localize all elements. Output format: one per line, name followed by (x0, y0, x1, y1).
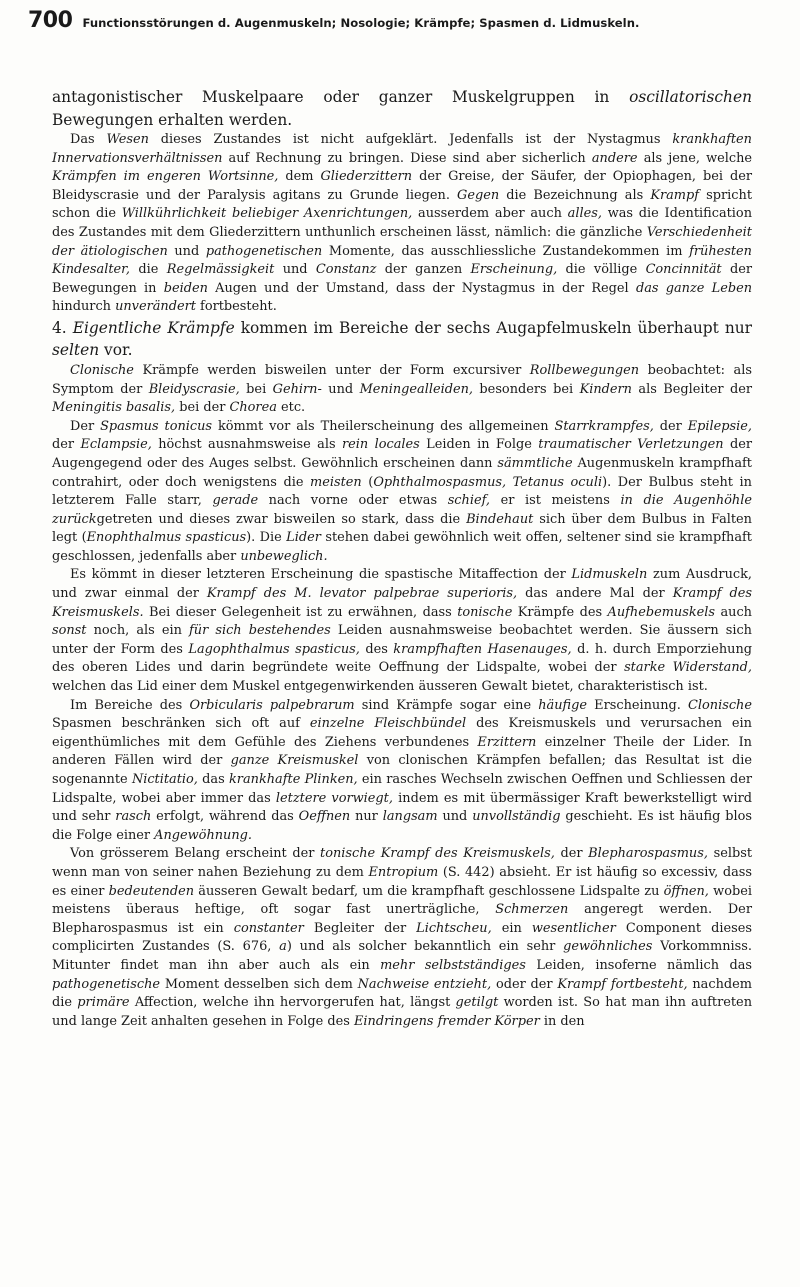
italic-run: Krampf (650, 187, 700, 203)
italic-run: sonst (52, 623, 87, 639)
italic-run: gerade (212, 493, 259, 509)
text-run: zum Ausdruck, und zwar einmal der (52, 567, 752, 602)
text-run: geschieht. Es ist häufig blos die Folge einer (52, 809, 752, 843)
italic-run: Willkührlichkeit beliebiger Axenrichtungen, (121, 206, 413, 222)
italic-run: Clonische (688, 697, 752, 713)
italic-run: Gehirn- (272, 381, 322, 397)
text-run: beobachtet: als Symptom der (52, 362, 752, 397)
text-run: Augenmuskeln krampfhaft contrahirt, oder doch wenigstens die (52, 455, 752, 490)
text-run: sich über dem Bulbus in Falten legt ( (52, 511, 752, 546)
italic-run: getilgt (455, 995, 499, 1011)
text-run: dieses Zustandes ist nicht aufgeklärt. Jedenfalls ist der Nystagmus (148, 132, 673, 147)
text-run: 4. (52, 318, 73, 337)
italic-run: Nachweise entzieht, (357, 976, 492, 992)
italic-run: Lagophthalmus spasticus, (188, 641, 360, 657)
paragraph-spasmus-tonicus (52, 418, 752, 567)
italic-run: Krampf des M. levator palpebrae superioris, (206, 586, 518, 602)
text-run: der (554, 846, 589, 862)
text-run: Leiden in Folge (419, 437, 539, 453)
italic-run: rein locales (342, 437, 420, 453)
italic-run: starke Widerstand, (624, 660, 752, 676)
italic-run: Ophthalmospasmus, Tetanus oculi (373, 474, 603, 490)
text-run: ausserdem aber auch (412, 206, 568, 222)
text-run: der (52, 437, 81, 453)
italic-run: für sich bestehendes (189, 623, 331, 639)
italic-run: Meningitis basalis, (52, 400, 176, 416)
text-run: worden ist. So hat man ihn auftreten und lange Zeit anhalten gesehen in Folge des (52, 995, 752, 1029)
italic-run: Concinnität (645, 262, 722, 278)
text-run: Bewegungen erhalten werden. (52, 110, 293, 129)
text-run: welchen das Lid einer dem Muskel entgegenwirkenden äusseren Gewalt bietet, charakteristisch ist. (52, 679, 708, 695)
text-run: selbst wenn man von seiner nahen Beziehung zu dem (52, 846, 752, 880)
text-run: und (437, 809, 473, 825)
text-run: hindurch (52, 299, 116, 315)
italic-run: meisten (310, 474, 362, 490)
text-run: kommen im Bereiche der sechs Augapfelmuskeln überhaupt nur (234, 318, 753, 337)
text-run: noch, als ein (86, 623, 190, 639)
italic-run: mehr selbstständiges (380, 957, 526, 973)
text-run: des (359, 641, 394, 657)
text-run: angeregt werden. Der Blepharospasmus ist ein (52, 902, 752, 936)
italic-run: Clonische (70, 362, 134, 378)
text-run: fortbesteht. (195, 299, 277, 315)
italic-run: Enophthalmus spasticus (86, 530, 247, 546)
italic-run: Kindern (579, 381, 632, 397)
text-run: Affection, welche ihn hervorgerufen hat, längst (129, 995, 456, 1011)
italic-run: unvollständig (472, 809, 561, 825)
italic-run: traumatischer Verletzungen (538, 437, 724, 453)
italic-run: Krämpfen im engeren Wortsinne, (52, 169, 279, 185)
text-run: auf Rechnung zu bringen. Diese sind aber sicherlich (222, 150, 592, 166)
text-run: einzelner Theile der Lider. In anderen Fällen wird der (52, 734, 752, 769)
text-run: spricht schon die (52, 187, 752, 222)
italic-run: alles, (567, 206, 602, 222)
text-run: stehen dabei gewöhnlich weit offen, seltener sind sie krampfhaft geschlossen, jedenfalls aber (52, 530, 752, 564)
text-run: Component dieses complicirten Zustandes (S. 676, (52, 920, 752, 955)
text-run: ein rasches Wechseln zwischen Oeffnen und Schliessen der Lidspalte, wobei aber immer das (52, 772, 752, 806)
italic-run: ganze Kreismuskel (230, 753, 359, 769)
text-run: von clonischen Krämpfen befallen; das Resultat ist die sogenannte (52, 753, 752, 787)
italic-run: Eclampsie, (80, 437, 152, 453)
text-run: ein (491, 920, 532, 936)
text-run: äusseren Gewalt bedarf, um die krampfhaft geschlossene Lidspalte zu (194, 883, 664, 899)
text-run: das andere Mal der (517, 586, 673, 602)
italic-run: Entropium (368, 864, 439, 880)
italic-run: Angewöhnung. (154, 827, 253, 843)
text-run: antagonistischer Muskelpaare oder ganzer Muskelgruppen in (52, 88, 630, 106)
text-run: der Augengegend oder des Auges selbst. Gewöhnlich erscheinen dann (52, 437, 753, 471)
text-run: auch (715, 604, 752, 620)
text-run: wobei meistens überaus heftige, oft sogar fast unerträgliche, (52, 883, 752, 918)
text-run: oder der (491, 976, 558, 992)
text-run: Augen und der Umstand, dass der Nystagmus in der Regel (207, 280, 636, 296)
text-run: der Greise, der Säufer, der Opiophagen, bei der Bleidyscrasie und der Paralysis agitans zu Grunde liegen. (52, 169, 752, 203)
italic-run: Aufhebemuskels (607, 604, 716, 620)
italic-run: Erzittern (477, 734, 537, 750)
text-run: indem es mit übermässiger Kraft bewerkstelligt wird und sehr (52, 790, 752, 825)
italic-run: Chorea (229, 400, 277, 416)
text-run: Momente, das ausschliessliche Zustandekommen im (322, 243, 690, 259)
italic-run: krankhafte Plinken, (228, 772, 358, 787)
text-run: was die Identification des Zustandes mit dem Gliederzittern unthunlich erscheinen lässt, nämlich: die gänzliche (52, 206, 752, 240)
text-run: Im Bereiche des (70, 697, 190, 713)
text-run: Krämpfe des (512, 604, 608, 620)
italic-run: a (279, 939, 287, 955)
text-run: Leiden ausnahmsweise beobachtet werden. Sie äussern sich unter der Form des (52, 623, 752, 657)
italic-run: Nictitatio, (131, 772, 198, 787)
italic-run: Wesen (106, 132, 149, 147)
italic-run: Blepharospasmus, (588, 846, 708, 862)
italic-run: beiden (163, 280, 208, 296)
italic-run: Bleidyscrasie, (148, 381, 240, 397)
italic-run: oscillatorischen (629, 88, 752, 106)
paragraph-blepharospasmus (52, 845, 752, 1031)
running-title: Functionsstörungen d. Augenmuskeln; Nosologie; Krämpfe; Spasmen d. Lidmuskeln. (82, 16, 640, 30)
italic-run: Verschiedenheit der ätiologischen (52, 224, 752, 259)
text-run: Moment desselben sich dem (160, 976, 358, 992)
text-run: und (321, 381, 360, 397)
italic-run: primäre (77, 995, 130, 1011)
text-run: besonders bei (472, 381, 580, 397)
italic-run: Lidmuskeln (571, 567, 648, 583)
text-run: der (653, 418, 688, 434)
text-run: Begleiter der (303, 920, 417, 936)
italic-run: unbeweglich. (240, 548, 328, 564)
italic-run: Krampf fortbesteht, (557, 976, 688, 992)
text-run: Krämpfe werden bisweilen unter der Form excursiver (133, 362, 530, 378)
italic-run: häufige (538, 697, 588, 713)
italic-run: Lider (286, 530, 321, 546)
text-run: nur (350, 809, 383, 825)
text-run: sind Krämpfe sogar eine (354, 697, 539, 713)
italic-run: einzelne Fleischbündel (309, 716, 467, 732)
italic-run: letztere vorwiegt, (275, 790, 393, 806)
italic-run: Schmerzen (495, 902, 569, 918)
body-text (52, 86, 752, 1031)
italic-run: frühesten Kindesalter, (52, 243, 752, 278)
italic-run: rasch (115, 809, 152, 825)
text-run: das (197, 772, 229, 787)
italic-run: krankhaften Innervationsverhältnissen (52, 132, 752, 166)
italic-run: gewöhnliches (563, 939, 653, 955)
italic-run: pathogenetischen (205, 243, 323, 259)
text-run: der ganzen (376, 262, 471, 278)
text-run: des Kreismuskels und verursachen ein eigenthümliches mit dem Gefühle des Ziehens verbundenes (52, 716, 752, 750)
italic-run: das ganze Leben (635, 280, 753, 296)
italic-run: Gegen (457, 187, 500, 203)
text-run: dem (278, 169, 321, 185)
text-run: kömmt vor als Theilerscheinung des allgemeinen (212, 418, 555, 434)
text-run: erfolgt, während das (151, 809, 299, 825)
italic-run: Gliederzittern (320, 169, 413, 185)
text-run: Vorkommniss. Mitunter findet man ihn aber auch als ein (52, 939, 753, 973)
text-run: der Bewegungen in (52, 262, 753, 296)
text-run: als jene, welche (637, 150, 753, 166)
text-run: ( (361, 474, 374, 490)
text-run: etc. (276, 400, 306, 416)
italic-run: langsam (382, 809, 438, 825)
text-run: Erscheinung. (587, 697, 689, 713)
italic-run: andere (591, 150, 638, 166)
paragraph-continuation (52, 86, 752, 131)
text-run: vor. (99, 341, 133, 360)
italic-run: selten (52, 341, 100, 360)
italic-run: krampfhaften Hasenauges, (393, 641, 572, 657)
italic-run: Eigentliche Krämpfe (72, 318, 235, 337)
text-run: d. h. durch Emporziehung des oberen Lides und darin begründete weite Oeffnung der Lidspalte, wobei der (52, 641, 753, 676)
text-run: bei der (175, 400, 230, 416)
text-run: Leiden, insoferne nämlich das (525, 957, 752, 973)
text-run: nach vorne oder etwas (258, 493, 448, 509)
italic-run: öffnen, (663, 883, 709, 899)
text-run: Der (70, 418, 101, 434)
page-number: 700 (28, 8, 73, 33)
italic-run: unverändert (115, 299, 196, 315)
italic-run: Starrkrampfes, (554, 418, 654, 434)
italic-run: wesentlicher (531, 920, 616, 936)
italic-run: sämmtliche (497, 455, 573, 471)
italic-run: Lichtscheu, (416, 920, 492, 936)
text-run: bei (239, 381, 273, 397)
text-run: ). Die (246, 530, 287, 546)
italic-run: Oeffnen (298, 809, 351, 825)
text-run: und (167, 243, 206, 259)
text-run: Bei dieser Gelegenheit ist zu erwähnen, dass (143, 604, 458, 620)
paragraph-orbicularis (52, 697, 752, 846)
italic-run: Eindringens fremder Körper (354, 1013, 540, 1029)
page-header (28, 8, 760, 33)
text-run: ) und als solcher bekanntlich ein sehr (286, 939, 564, 955)
text-run: und (274, 262, 316, 278)
italic-run: Meningealleiden, (359, 381, 473, 397)
text-run: die völlige (557, 262, 646, 278)
text-run: in den (539, 1013, 585, 1029)
text-run: nachdem die (52, 976, 752, 1011)
text-run: (S. 442) absieht. Er ist häufig so excessiv, dass es einer (52, 864, 752, 899)
text-run: Das (70, 132, 107, 147)
text-run: die (130, 262, 167, 278)
text-run: höchst ausnahmsweise als (151, 437, 342, 453)
italic-run: Krampf des Kreismuskels. (52, 586, 752, 620)
italic-run: schief, (447, 493, 490, 509)
text-run: ). Der Bulbus steht in letzterem Falle starr, (52, 474, 752, 509)
text-run: die Bezeichnung als (499, 187, 651, 203)
text-run: als Begleiter der (631, 381, 752, 397)
italic-run: in die Augenhöhle zurück (52, 493, 752, 527)
text-run: Es kömmt in dieser letzteren Erscheinung die spastische Mitaffection der (70, 567, 572, 583)
italic-run: Spasmus tonicus (100, 418, 213, 434)
text-run: getreten und dieses zwar bisweilen so stark, dass die (96, 511, 467, 527)
italic-run: Bindehaut (466, 511, 534, 527)
text-run: er ist meistens (490, 493, 621, 509)
italic-run: tonische Krampf des Kreismuskels, (320, 846, 555, 862)
paragraph-clonic-cramps (52, 362, 752, 418)
italic-run: constanter (233, 920, 304, 936)
italic-run: bedeutenden (108, 883, 195, 899)
italic-run: Regelmässigkeit (166, 262, 275, 278)
italic-run: Rollbewegungen (529, 362, 640, 378)
italic-run: tonische (457, 604, 513, 620)
italic-run: pathogenetische (52, 976, 161, 992)
text-run: Spasmen beschränken sich oft auf (52, 716, 310, 732)
italic-run: Epilepsie, (687, 418, 752, 434)
italic-run: Orbicularis palpebrarum (189, 697, 355, 713)
italic-run: Erscheinung, (470, 262, 558, 278)
section-heading-4 (52, 317, 752, 362)
italic-run: Constanz (315, 262, 377, 278)
paragraph-lid-muscles (52, 566, 752, 696)
text-run: Von grösserem Belang erscheint der (70, 846, 321, 862)
paragraph-nystagmus-nature (52, 131, 752, 317)
